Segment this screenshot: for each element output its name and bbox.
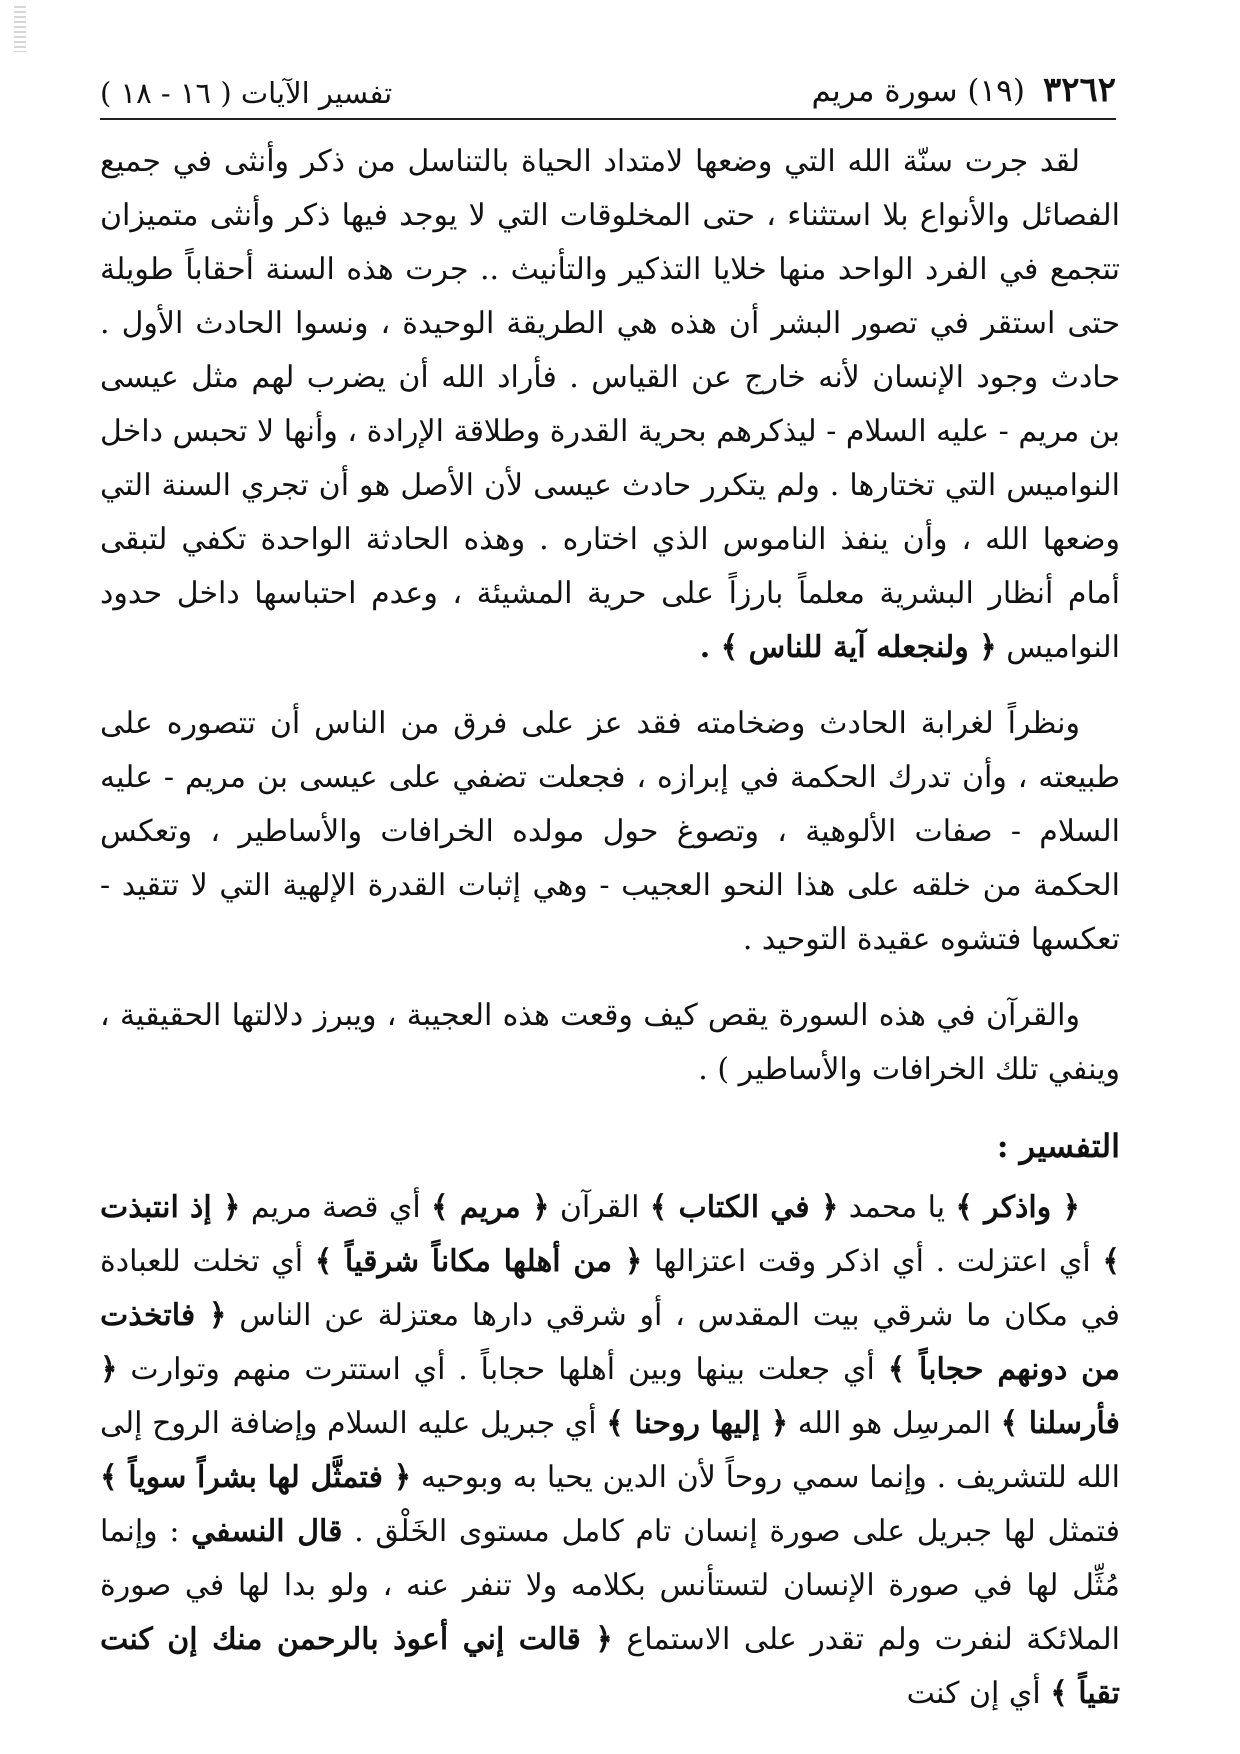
- paragraph-1-text: لقد جرت سنّة الله التي وضعها لامتداد الحياة بالتناسل من ذكر وأنثى في جميع الفصائل والأنواع بلا استثناء ، حتى المخلوقات التي لا يوجد فيها ذكر وأنثى متميزان تتجمع في الفرد الواحد منها خلايا التذكير والتأنيث .. جرت هذه السنة أحقاباً طويلة حتى استقر في تصور البشر أن هذه هي الطريقة الوحيدة ، ونسوا الحادث الأول . حادث وجود الإنسان لأنه خارج عن القياس . فأراد الله أن يضرب لهم مثل عيسى بن مريم - عليه السلام - ليذكرهم بحرية القدرة وطلاقة الإرادة ، وأنها لا تحبس داخل النواميس التي تختارها . ولم يتكرر حادث عيسى لأن الأصل هو أن تجري السنة التي وضعها الله ، وأن ينفذ الناموس الذي اختاره . وهذه الحادثة الواحدة تكفي لتبقى أمام أنظار البشرية معلماً بارزاً على حرية المشيئة ، وعدم احتباسها داخل حدود النواميس: [100, 144, 1120, 665]
- commentary-segment: يا محمد: [838, 1190, 956, 1225]
- quran-quote: ﴿ ولنجعله آية للناس ﴾ .: [699, 630, 997, 665]
- paragraph-gap: [100, 967, 1120, 989]
- verse-segment: ﴿ إذ انتبذت ﴾: [100, 1190, 1120, 1279]
- commentary-segment: : وإنما مُثِّل لها في صورة الإنسان لتستأنس بكلامه ولا تنفر عنه ، ولو بدا لها في صورة الملائكة لنفرت ولم تقدر على الاستماع: [100, 1514, 1120, 1657]
- commentary-segment: القرآن: [549, 1190, 650, 1225]
- commentary-segment: فتمثل لها جبريل على صورة إنسان تام كامل مستوى الخَلْق .: [342, 1514, 1120, 1549]
- verse-segment: ﴿ من أهلها مكاناً شرقياً ﴾: [314, 1244, 643, 1279]
- tafsir-paragraph: [100, 1181, 1120, 1721]
- author-name: قال النسفي: [191, 1514, 343, 1549]
- commentary-segment: أي تخلت للعبادة في مكان ما شرقي بيت المقدس ، أو شرقي دارها معتزلة عن الناس: [100, 1244, 1120, 1333]
- running-header: [100, 58, 1116, 120]
- paragraph-3: والقرآن في هذه السورة يقص كيف وقعت هذه العجيبة ، ويبرز دلالتها الحقيقية ، وينفي تلك الخرافات والأساطير ) .: [100, 998, 1120, 1087]
- commentary-segment: أي جعلت بينها وبين أهلها حجاباً . أي استترت منهم وتوارت: [117, 1352, 888, 1387]
- paragraph-1: [100, 135, 1120, 675]
- verse-segment: ﴿ إليها روحنا ﴾: [606, 1406, 789, 1441]
- commentary-segment: أي قصة مريم: [240, 1190, 431, 1225]
- verse-segment: ﴿ واذكر ﴾: [955, 1190, 1080, 1225]
- verse-segment: ﴿ فاتخذت من دونهم حجاباً ﴾: [100, 1298, 1120, 1387]
- scan-artifact: [14, 6, 26, 52]
- surah-title: (١٩) سورة مريم: [811, 73, 1025, 109]
- section-title: تفسير الآيات ( ١٦ - ١٨ ): [100, 76, 393, 110]
- header-right: [812, 70, 1116, 110]
- page-number: ٣٢٦٢: [1042, 70, 1116, 110]
- paragraph-2: ونظراً لغرابة الحادث وضخامته فقد عز على فرق من الناس أن تتصوره على طبيعته ، وأن تدرك الحكمة في إبرازه ، فجعلت تضفي على عيسى بن مريم - عليه السلام - صفات الألوهية ، وتصوغ حول مولده الخرافات والأساطير ، وتعكس الحكمة من خلقه على هذا النحو العجيب - وهي إثبات القدرة الإلهية التي لا تتقيد - تعكسها فتشوه عقيدة التوحيد .: [100, 706, 1120, 957]
- commentary-segment: أي اعتزلت . أي اذكر وقت اعتزالها: [642, 1244, 1103, 1279]
- verse-segment: ﴿ مريم ﴾: [430, 1190, 550, 1225]
- main-text: [100, 135, 1120, 1721]
- verse-segment: ﴿ فأرسلنا ﴾: [100, 1352, 1121, 1441]
- commentary-segment: أي جبريل عليه السلام وإضافة الروح إلى الله للتشريف . وإنما سمي روحاً لأن الدين يحيا به وبوحيه: [100, 1406, 1120, 1495]
- paragraph-gap: [100, 1097, 1120, 1119]
- verse-segment: ﴿ فتمثَّل لها بشراً سوياً ﴾: [100, 1460, 412, 1495]
- verse-segment: ﴿ في الكتاب ﴾: [649, 1190, 839, 1225]
- paragraph-gap: [100, 675, 1120, 697]
- tafsir-heading: التفسير :: [996, 1127, 1120, 1165]
- commentary-segment: أي إن كنت: [906, 1676, 1051, 1711]
- commentary-segment: المرسِل هو الله: [788, 1406, 1001, 1441]
- verse-segment: ﴿ قالت إني أعوذ بالرحمن منك إن كنت تقياً ﴾: [100, 1622, 1120, 1711]
